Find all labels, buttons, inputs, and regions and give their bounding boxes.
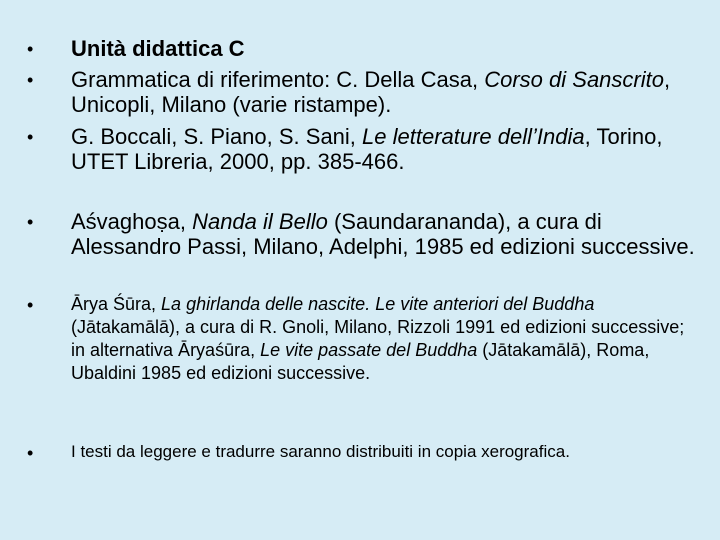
bullet-text — [71, 441, 711, 463]
book-title: Le letterature dell’India — [362, 124, 585, 149]
text-segment: , Torino, UTET Libreria, 2000, pp. 385-466. — [71, 124, 663, 174]
course-unit-title: Unità didattica C — [71, 36, 245, 61]
text-segment: , Unicopli, Milano (varie ristampe). — [71, 67, 671, 117]
book-title: Nanda il Bello — [192, 209, 328, 234]
text-segment: (Saundarananda), a cura di Alessandro Passi, Milano, Adelphi, 1985 ed edizioni successive. — [71, 209, 695, 259]
text-segment: (Jātakamālā), Roma, Ubaldini 1985 ed edizioni successive. — [71, 340, 650, 383]
book-title: Le vite passate del Buddha — [260, 340, 478, 360]
bullet-icon: • — [27, 39, 34, 59]
book-title: La ghirlanda delle nascite. Le vite anteriori del Buddha — [161, 294, 595, 314]
bullet-text — [71, 68, 696, 117]
bullet-text — [71, 210, 696, 259]
bullet-icon: • — [27, 212, 34, 232]
bullet-icon: • — [27, 295, 34, 315]
text-segment: (Jātakamālā), a cura di R. Gnoli, Milano, Rizzoli 1991 ed edizioni successive; in alternativa Āryaśūra, — [71, 317, 685, 360]
book-title: Corso di Sanscrito — [484, 67, 664, 92]
bullet-icon: • — [27, 70, 34, 90]
bullet-text — [71, 37, 696, 62]
text-segment: Grammatica di riferimento: C. Della Casa, — [71, 67, 485, 92]
text-segment: I testi da leggere e tradurre saranno distribuiti in copia xerografica. — [71, 442, 570, 461]
bullet-icon: • — [27, 127, 34, 147]
text-segment: G. Boccali, S. Piano, S. Sani, — [71, 124, 363, 149]
bullet-text — [71, 293, 703, 385]
bullet-icon: • — [27, 443, 34, 463]
text-segment: Ārya Śūra, — [71, 294, 162, 314]
text-segment: Aśvaghoṣa, — [71, 209, 193, 234]
bullet-text — [71, 125, 696, 174]
